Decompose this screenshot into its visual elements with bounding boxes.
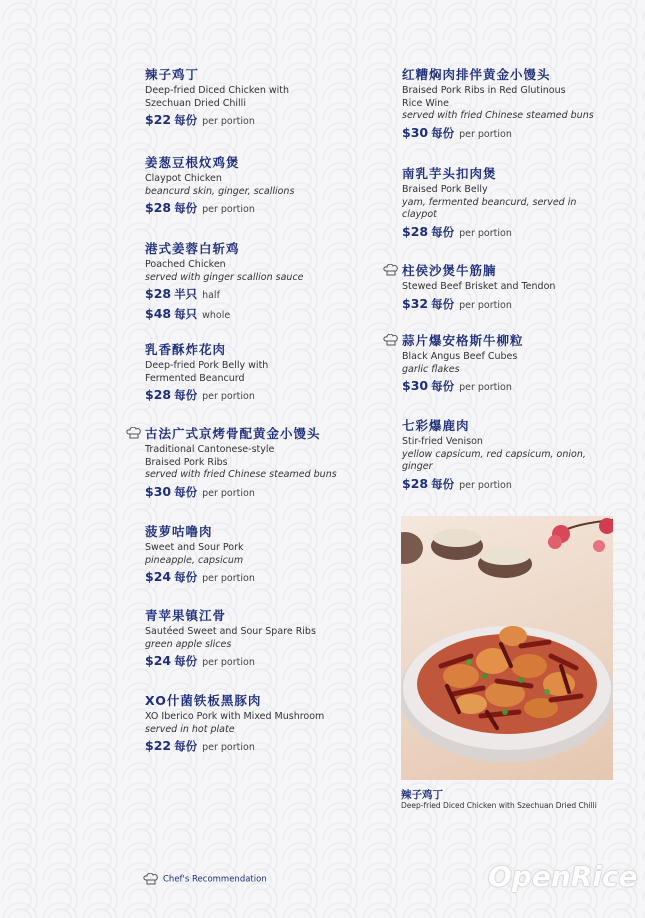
price-unit-english: per portion — [459, 382, 512, 393]
photo-caption-chinese: 辣子鸡丁 — [401, 789, 443, 801]
price-unit-chinese: 每份 — [431, 379, 455, 393]
price-unit-chinese: 每份 — [431, 296, 455, 311]
dish-description: garlic flakes — [402, 363, 460, 375]
price-unit-english: per portion — [459, 479, 512, 491]
price-row — [145, 110, 360, 130]
chef-hat-icon — [383, 264, 399, 276]
menu-item — [402, 166, 617, 242]
price-value: $24 — [145, 569, 172, 584]
price-row — [402, 474, 617, 494]
price-unit-chinese: 每份 — [174, 201, 198, 215]
dish-name-english: Deep-fried Pork Belly with — [145, 360, 269, 371]
price-value: $24 — [145, 653, 172, 668]
dish-name-english: XO Iberico Pork with Mixed Mushroom — [145, 711, 325, 722]
dish-photo — [401, 516, 613, 780]
dish-description: yam, fermented beancurd, served in — [402, 196, 577, 208]
dish-name-english: Braised Pork Ribs — [145, 456, 228, 468]
price-value: $30 — [402, 378, 429, 393]
dish-name-english: Rice Wine — [402, 97, 450, 109]
menu-item — [145, 693, 360, 756]
price-value: $30 — [402, 124, 429, 140]
price-row — [145, 736, 360, 756]
price-value: $22 — [145, 738, 172, 753]
dish-description: ginger — [402, 461, 433, 472]
menu-item — [402, 333, 617, 396]
price-unit-english: per portion — [202, 116, 255, 127]
price-value: $30 — [145, 483, 172, 499]
price-row — [145, 198, 360, 218]
price-unit-english: per portion — [202, 487, 255, 499]
dish-name-chinese: 柱侯沙煲牛筋腩 — [402, 263, 497, 278]
dish-name-english: Stir-fried Venison — [402, 436, 483, 447]
price-unit-english: whole — [202, 310, 231, 321]
dish-name-chinese: 港式姜蓉白斩鸡 — [145, 241, 240, 256]
dish-name-chinese: 蒜片爆安格斯牛柳粒 — [402, 333, 524, 348]
dish-name-chinese: 辣子鸡丁 — [145, 67, 200, 82]
dish-name-english: Braised Pork Belly — [402, 184, 488, 195]
price-row — [402, 123, 617, 143]
dish-name-english: Szechuan Dried Chilli — [145, 97, 246, 109]
price-value: $28 — [402, 475, 429, 491]
price-unit-english: per portion — [202, 391, 255, 402]
dish-name-chinese: 菠萝咕噜肉 — [145, 524, 213, 539]
dish-photo-illustration — [401, 516, 613, 780]
price-row — [145, 284, 360, 304]
dish-name-english: Fermented Beancurd — [145, 372, 245, 384]
price-value: $28 — [145, 387, 172, 402]
price-unit-english: half — [202, 290, 220, 301]
price-row — [145, 385, 360, 405]
price-unit-chinese: 每份 — [174, 654, 198, 668]
price-unit-english: per portion — [459, 227, 512, 239]
dish-description: claypot — [402, 209, 437, 220]
price-unit-chinese: 每份 — [174, 739, 198, 753]
price-value: $28 — [402, 223, 429, 239]
dish-description: green apple slices — [145, 638, 232, 650]
dish-name-chinese: 古法广式京烤骨配黄金小馒头 — [145, 426, 321, 441]
dish-name-chinese: 南乳芋头扣肉煲 — [402, 166, 497, 181]
price-row — [402, 222, 617, 242]
legend-label: Chef's Recommendation — [163, 874, 267, 885]
dish-name-english: Stewed Beef Brisket and Tendon — [402, 281, 556, 292]
dish-description: served in hot plate — [145, 723, 235, 735]
price-value: $22 — [145, 112, 172, 127]
dish-description: yellow capsicum, red capsicum, onion, — [402, 448, 586, 460]
price-row — [402, 294, 617, 314]
menu-item — [145, 67, 360, 130]
price-unit-chinese: 每份 — [174, 388, 198, 402]
price-unit-chinese: 每只 — [174, 307, 198, 321]
price-row — [145, 651, 360, 671]
dish-description: served with ginger scallion sauce — [145, 271, 304, 283]
dish-description: served with fried Chinese steamed buns — [402, 110, 594, 121]
dish-name-english: Black Angus Beef Cubes — [402, 351, 518, 362]
dish-name-english: Sweet and Sour Pork — [145, 542, 244, 553]
price-unit-chinese: 半只 — [174, 287, 198, 301]
dish-name-chinese: 七彩爆鹿肉 — [402, 418, 470, 433]
price-value: $48 — [145, 306, 172, 321]
price-unit-english: per portion — [459, 128, 512, 140]
menu-item — [145, 155, 360, 218]
price-unit-chinese: 每份 — [174, 113, 198, 127]
price-row — [145, 567, 360, 587]
dish-name-english: Traditional Cantonese-style — [145, 444, 275, 455]
menu-item — [145, 342, 360, 405]
price-unit-english: per portion — [202, 742, 255, 753]
dish-description: served with fried Chinese steamed buns — [145, 469, 337, 480]
menu-item — [145, 241, 360, 324]
price-row — [145, 482, 360, 502]
dish-name-chinese: 姜葱豆根炆鸡煲 — [145, 155, 240, 170]
price-unit-english: per portion — [202, 573, 255, 584]
menu-item — [145, 608, 360, 671]
chef-hat-icon — [383, 334, 399, 346]
price-value: $32 — [402, 295, 429, 311]
price-unit-chinese: 每份 — [431, 125, 455, 140]
dish-name-chinese: 青苹果镇江骨 — [145, 608, 227, 623]
price-unit-english: per portion — [202, 657, 255, 668]
price-value: $28 — [145, 286, 172, 301]
dish-description: pineapple, capsicum — [145, 554, 244, 566]
menu-item — [402, 263, 617, 314]
menu-item — [145, 524, 360, 587]
price-unit-chinese: 每份 — [431, 224, 455, 239]
chef-recommendation-legend — [143, 873, 267, 885]
chef-hat-icon — [126, 427, 142, 439]
menu-item — [402, 67, 617, 143]
dish-name-chinese: 红糟焖肉排伴黄金小馒头 — [402, 67, 551, 82]
price-unit-english: per portion — [459, 299, 512, 311]
openrice-watermark: OpenRice — [488, 860, 638, 893]
dish-name-chinese: XO什菌铁板黑豚肉 — [145, 693, 262, 708]
menu-item — [402, 418, 617, 494]
dish-name-english: Poached Chicken — [145, 259, 226, 270]
price-unit-chinese: 每份 — [431, 476, 455, 491]
price-unit-chinese: 每份 — [174, 484, 198, 499]
dish-name-english: Sautéed Sweet and Sour Spare Ribs — [145, 626, 316, 637]
dish-name-english: Deep-fried Diced Chicken with — [145, 85, 290, 96]
chef-hat-icon — [143, 873, 159, 885]
menu-item — [145, 426, 360, 502]
price-value: $28 — [145, 200, 172, 215]
price-row — [402, 376, 617, 396]
dish-name-chinese: 乳香酥炸花肉 — [145, 342, 227, 357]
photo-caption-english: Deep-fried Diced Chicken with Szechuan Dried Chilli — [401, 801, 597, 810]
price-unit-chinese: 每份 — [174, 570, 198, 584]
dish-name-english: Braised Pork Ribs in Red Glutinous — [402, 85, 566, 96]
price-unit-english: per portion — [202, 204, 255, 215]
price-row — [145, 304, 360, 324]
dish-description: beancurd skin, ginger, scallions — [145, 185, 295, 197]
dish-name-english: Claypot Chicken — [145, 173, 222, 184]
